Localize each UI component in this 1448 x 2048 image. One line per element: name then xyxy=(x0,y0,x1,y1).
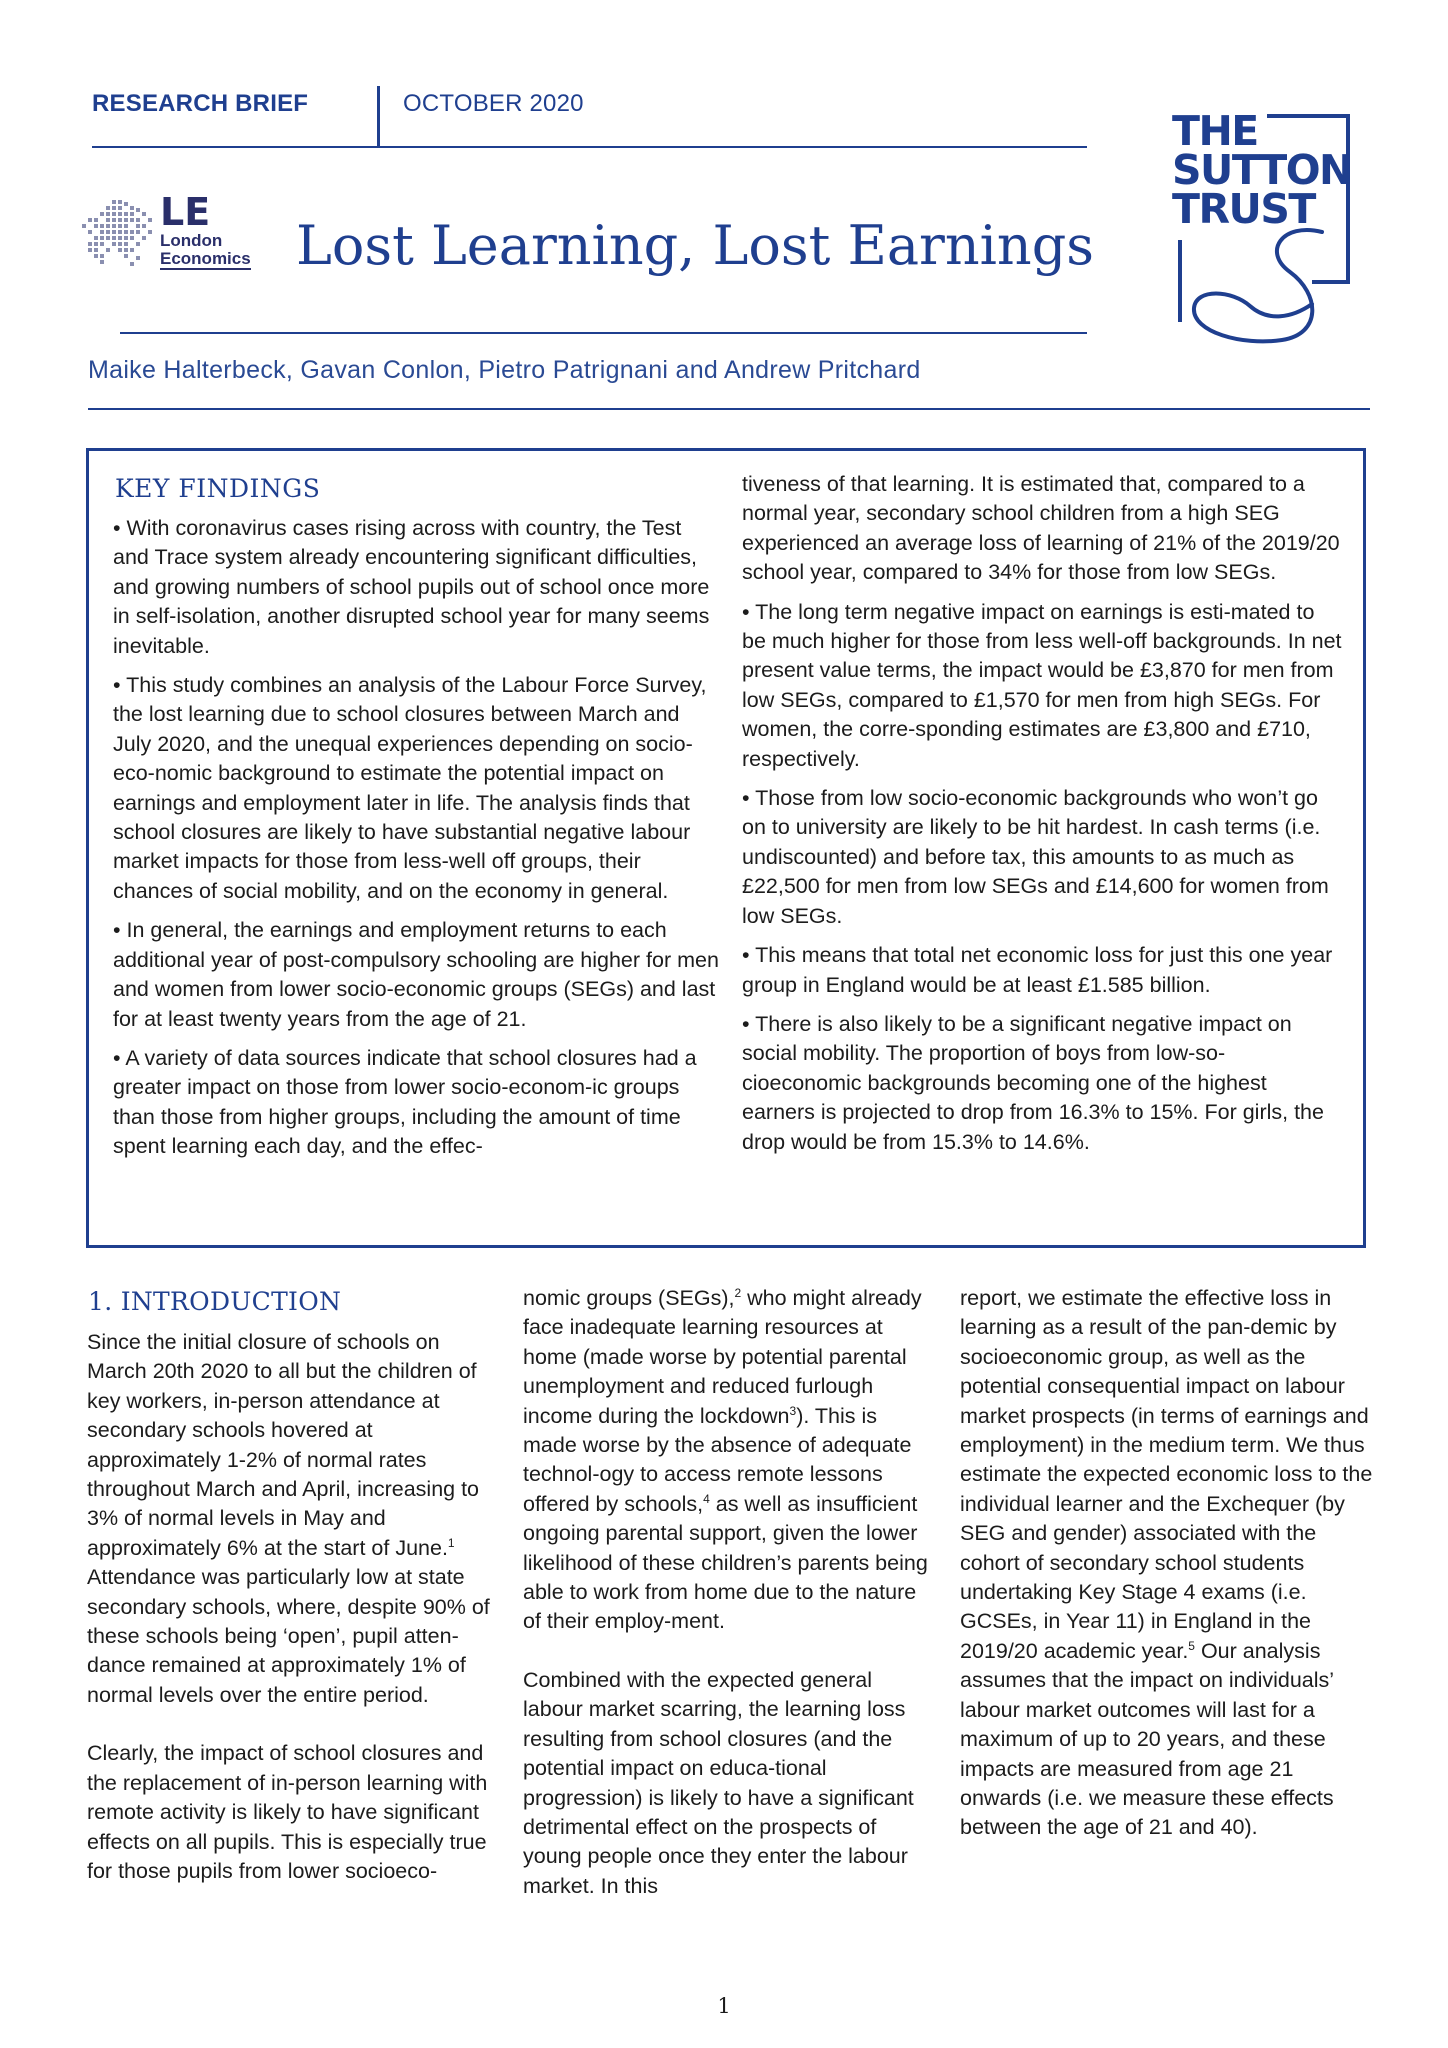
paragraph-text: Our analysis assumes that the impact on individuals’ labour market outcomes will last for a maximum of up to 20 years, and these impacts are measured from age 21 onwards (i.e. we measure these effects between the age of 21 and 40). xyxy=(960,1638,1334,1840)
body-paragraph xyxy=(523,1284,928,1637)
paragraph-text: who might already face inadequate learning resources at home (made worse by potential parental unemployment and reduced furlough income during the lockdown xyxy=(523,1286,922,1428)
key-finding-item: tiveness of that learning. It is estimated that, compared to a normal year, secondary school children from a high SEG experienced an average loss of learning of 21% of the 2019/20 school year, compared to 34% for those from low SEGs. xyxy=(742,472,1340,585)
header-divider xyxy=(377,86,380,146)
paragraph-text: Since the initial closure of schools on March 20th 2020 to all but the children of key workers, in-person attendance at secondary schools hovered at approximately 1-2% of normal rates throughout March and April, increasing to 3% of normal levels in May and approximately 6% at the start of June. xyxy=(87,1330,480,1560)
sutton-line-the: THE xyxy=(1172,107,1258,155)
sutton-trust-logo xyxy=(1172,107,1352,348)
page-number: 1 xyxy=(717,1994,731,2018)
key-finding-item: • This means that total net economic loss for just this one year group in England would be at least £1.585 billion. xyxy=(742,943,1333,997)
key-finding-item: • The long term negative impact on earnings is esti-mated to be much higher for those from less well-off backgrounds. In net present value terms, the impact would be £3,870 for men from low SEGs, compared to £1,570 for men from high SEGs. For women, the corre-sponding estimates are £3,800 and £710, respectively. xyxy=(742,599,1342,771)
key-finding-item: • With coronavirus cases rising across with country, the Test and Trace system already encountering significant difficulties, and growing numbers of school pupils out of school once more in self-isolation, another disrupted school year for many seems inevitable. xyxy=(113,516,710,658)
body-column-2 xyxy=(523,1284,928,1930)
authors-rule xyxy=(88,408,1370,410)
key-findings-right-column xyxy=(742,470,1342,1167)
date-label: OCTOBER 2020 xyxy=(403,90,584,117)
body-paragraph xyxy=(960,1284,1380,1843)
body-paragraph: Clearly, the impact of school closures and the replacement of in-person learning with remote activity is likely to have significant effects on all pupils. This is especially true for those pupils from lower socioeco- xyxy=(87,1741,488,1883)
key-findings-left-column xyxy=(113,514,723,1172)
paragraph-text: Attendance was particularly low at state secondary schools, where, despite 90% of these schools being ‘open’, pupil atten-dance remained at approximately 1% of normal levels over the entire period. xyxy=(87,1565,490,1707)
footnote-ref[interactable]: 4 xyxy=(703,1491,710,1506)
sutton-line-sutton: SUTTON xyxy=(1172,146,1352,194)
body-column-3 xyxy=(960,1284,1380,1872)
key-finding-item: • A variety of data sources indicate that school closures had a greater impact on those from lower socio-econom-ic groups than those from higher groups, including the amount of time spent learning each day, and the effec- xyxy=(113,1045,697,1159)
le-logo-mark: LE xyxy=(160,190,211,234)
le-logo-name xyxy=(160,232,251,270)
key-finding-item: • In general, the earnings and employment returns to each additional year of post-compulsory schooling are higher for men and women from lower socio-economic groups (SEGs) and last for at least twenty years from the age of 21. xyxy=(113,918,719,1031)
paragraph-text: nomic groups (SEGs), xyxy=(523,1286,735,1310)
authors-line: Maike Halterbeck, Gavan Conlon, Pietro Patrignani and Andrew Pritchard xyxy=(88,356,921,384)
paragraph-text: report, we estimate the effective loss in learning as a result of the pan-demic by socioeconomic group, as well as the potential consequential impact on labour market prospects (in terms of earnings and employment) in the medium term. We thus estimate the expected economic loss to the individual learner and the Exchequer (by SEG and gender) associated with the cohort of secondary school students undertaking Key Stage 4 exams (i.e. GCSEs, in Year 11) in England in the 2019/20 academic year. xyxy=(960,1286,1373,1663)
research-brief-label: RESEARCH BRIEF xyxy=(92,90,309,117)
body-paragraph: Combined with the expected general labour market scarring, the learning loss resulting from school closures (and the potential impact on educa-tional progression) is likely to have a significant detrimental effect on the prospects of young people once they enter the labour market. In this xyxy=(523,1667,914,1898)
sutton-line-trust: TRUST xyxy=(1172,185,1315,233)
key-finding-item: • There is also likely to be a significant negative impact on social mobility. The proportion of boys from low-so-cioeconomic backgrounds becoming one of the highest earners is projected to drop from 16.3% to 15%. For girls, the drop would be from 15.3% to 14.6%. xyxy=(742,1011,1324,1154)
introduction-heading: 1. INTRODUCTION xyxy=(88,1287,342,1316)
header-rule-bottom xyxy=(120,332,1087,334)
paragraph-text: as well as insufficient ongoing parental support, given the lower likelihood of these children’s parents being able to work from home due to the nature of their employ-ment. xyxy=(523,1491,928,1634)
header-rule-top xyxy=(92,146,1087,148)
paragraph-text: ). This is made worse by the absence of adequate technol-ogy to access remote lessons offered by schools, xyxy=(523,1403,912,1516)
footnote-ref[interactable]: 3 xyxy=(789,1403,797,1418)
footnote-ref[interactable]: 5 xyxy=(1188,1638,1195,1653)
london-economics-logo xyxy=(82,190,267,280)
footnote-ref[interactable]: 1 xyxy=(447,1535,455,1550)
key-finding-item: • Those from low socio-economic backgrounds who won’t go on to university are likely to be hit hardest. In cash terms (i.e. undiscounted) and before tax, this amounts to as much as £22,500 for men from low SEGs and £14,600 for women from low SEGs. xyxy=(742,786,1329,928)
europe-map-icon xyxy=(82,198,158,278)
key-findings-heading: KEY FINDINGS xyxy=(115,474,321,503)
footnote-ref[interactable]: 2 xyxy=(734,1285,742,1300)
body-paragraph xyxy=(87,1328,492,1710)
le-logo-line1: London xyxy=(160,231,223,250)
le-logo-line2: Economics xyxy=(160,249,251,268)
page-title: Lost Learning, Lost Earnings xyxy=(296,214,1094,277)
sutton-trust-wordmark xyxy=(1172,107,1352,233)
body-column-1 xyxy=(87,1328,492,1915)
key-finding-item: • This study combines an analysis of the Labour Force Survey, the lost learning due to school closures between March and July 2020, and the unequal experiences depending on socio-eco-nomic background to estimate the potential impact on earnings and employment later in life. The analysis finds that school closures are likely to have substantial negative labour market impacts for those from less-well off groups, their chances of social mobility, and on the economy in general. xyxy=(113,673,707,903)
